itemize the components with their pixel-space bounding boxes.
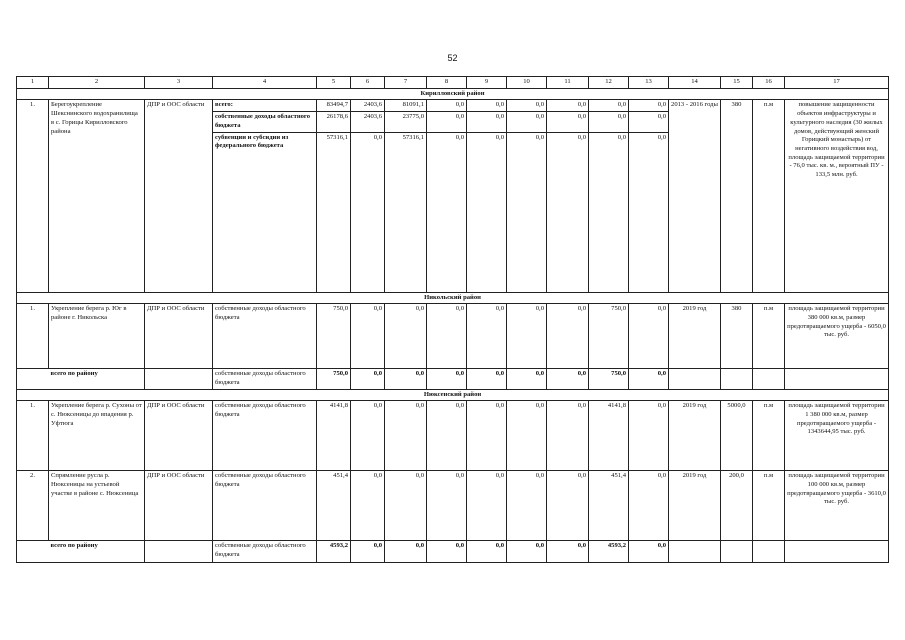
expected-result: площадь защищаемой территории 380 000 кв.м, размер предотвращаемого ущерба - 6050,0 тыс. руб. (785, 304, 889, 369)
section-row (17, 88, 889, 100)
empty-cell (17, 369, 49, 389)
funding-source: субвенции и субсидии из федерального бюджета (213, 132, 317, 292)
col-num-4: 4 (213, 77, 317, 89)
amount-col13: 0,0 (629, 541, 669, 563)
amount-col5: 83494,7 (317, 100, 351, 112)
amount-col5: 451,4 (317, 471, 351, 541)
amount-col7: 0,0 (385, 471, 427, 541)
amount-col12: 0,0 (589, 132, 629, 292)
amount-col7: 81091,1 (385, 100, 427, 112)
unit: п.м (753, 401, 785, 471)
table-row (17, 304, 889, 369)
unit: п.м (753, 304, 785, 369)
amount-col7: 0,0 (385, 541, 427, 563)
amount-col8: 0,0 (427, 401, 467, 471)
section-title: Никольский район (17, 292, 889, 304)
amount-col13: 0,0 (629, 471, 669, 541)
empty-cell (669, 369, 721, 389)
row-number: 1. (17, 304, 49, 369)
object-name: Спрямление русла р. Нюксеницы на устьевой участке в районе с. Нюксеница (49, 471, 145, 541)
section-row (17, 292, 889, 304)
object-name: Укрепление берега р. Сухоны от с. Нюксеницы до впадения р. Уфтюга (49, 401, 145, 471)
period: 2019 год (669, 304, 721, 369)
empty-cell (753, 541, 785, 563)
row-number: 1. (17, 100, 49, 292)
funding-source: собственные доходы областного бюджета (213, 541, 317, 563)
expected-result: площадь защищаемой территории 1 380 000 кв.м, размер предотвращаемого ущерба - 1343644,95 тыс. руб. (785, 401, 889, 471)
amount-col7: 0,0 (385, 304, 427, 369)
amount-col8: 0,0 (427, 112, 467, 132)
unit: п.м (753, 471, 785, 541)
amount-col6: 0,0 (351, 541, 385, 563)
amount-col9: 0,0 (467, 369, 507, 389)
amount-col9: 0,0 (467, 401, 507, 471)
col-num-12: 12 (589, 77, 629, 89)
empty-cell (785, 369, 889, 389)
amount-col11: 0,0 (547, 112, 589, 132)
amount-col11: 0,0 (547, 541, 589, 563)
table-row (17, 401, 889, 471)
amount-col9: 0,0 (467, 112, 507, 132)
amount-col8: 0,0 (427, 100, 467, 112)
col-num-2: 2 (49, 77, 145, 89)
expected-result: площадь защищаемой территории 100 000 кв.м, размер предотвращаемого ущерба - 3610,0 тыс. руб. (785, 471, 889, 541)
empty-cell (145, 369, 213, 389)
length: 200,0 (721, 471, 753, 541)
period: 2019 год (669, 471, 721, 541)
funding-source: собственные доходы областного бюджета (213, 369, 317, 389)
amount-col11: 0,0 (547, 369, 589, 389)
column-number-row (17, 77, 889, 89)
amount-col8: 0,0 (427, 369, 467, 389)
amount-col7: 0,0 (385, 401, 427, 471)
table-row (17, 471, 889, 541)
amount-col10: 0,0 (507, 304, 547, 369)
table-row (17, 100, 889, 112)
amount-col10: 0,0 (507, 132, 547, 292)
col-num-5: 5 (317, 77, 351, 89)
amount-col5: 26178,6 (317, 112, 351, 132)
length: 380 (721, 100, 753, 292)
amount-col12: 4141,8 (589, 401, 629, 471)
amount-col6: 2403,6 (351, 112, 385, 132)
empty-cell (17, 541, 49, 563)
amount-col13: 0,0 (629, 401, 669, 471)
amount-col11: 0,0 (547, 132, 589, 292)
amount-col5: 4593,2 (317, 541, 351, 563)
col-num-9: 9 (467, 77, 507, 89)
executor: ДПР и ООС области (145, 100, 213, 292)
empty-cell (669, 541, 721, 563)
executor: ДПР и ООС области (145, 471, 213, 541)
empty-cell (721, 541, 753, 563)
funding-source: собственные доходы областного бюджета (213, 401, 317, 471)
empty-cell (721, 369, 753, 389)
object-name: Укрепление берега р. Юг в районе г. Никольска (49, 304, 145, 369)
amount-col6: 0,0 (351, 132, 385, 292)
amount-col10: 0,0 (507, 100, 547, 112)
amount-col5: 4141,8 (317, 401, 351, 471)
amount-col13: 0,0 (629, 369, 669, 389)
district-total-row (17, 369, 889, 389)
period: 2019 год (669, 401, 721, 471)
amount-col8: 0,0 (427, 471, 467, 541)
amount-col6: 0,0 (351, 369, 385, 389)
period: 2013 - 2016 годы (669, 100, 721, 292)
unit: п.м (753, 100, 785, 292)
row-number: 2. (17, 471, 49, 541)
amount-col5: 57316,1 (317, 132, 351, 292)
empty-cell (785, 541, 889, 563)
section-row (17, 389, 889, 401)
amount-col12: 0,0 (589, 112, 629, 132)
col-num-7: 7 (385, 77, 427, 89)
col-num-8: 8 (427, 77, 467, 89)
col-num-10: 10 (507, 77, 547, 89)
amount-col8: 0,0 (427, 304, 467, 369)
amount-col11: 0,0 (547, 304, 589, 369)
amount-col6: 0,0 (351, 304, 385, 369)
amount-col12: 4593,2 (589, 541, 629, 563)
amount-col10: 0,0 (507, 471, 547, 541)
col-num-14: 14 (669, 77, 721, 89)
amount-col6: 0,0 (351, 401, 385, 471)
amount-col9: 0,0 (467, 304, 507, 369)
row-number: 1. (17, 401, 49, 471)
col-num-16: 16 (753, 77, 785, 89)
col-num-6: 6 (351, 77, 385, 89)
amount-col13: 0,0 (629, 304, 669, 369)
district-total-label: всего по району (49, 369, 145, 389)
amount-col11: 0,0 (547, 471, 589, 541)
program-table (16, 76, 889, 563)
executor: ДПР и ООС области (145, 401, 213, 471)
amount-col12: 750,0 (589, 304, 629, 369)
page-number: 52 (447, 53, 458, 63)
amount-col9: 0,0 (467, 100, 507, 112)
amount-col9: 0,0 (467, 541, 507, 563)
amount-col6: 2403,6 (351, 100, 385, 112)
amount-col8: 0,0 (427, 541, 467, 563)
section-title: Нюксенский район (17, 389, 889, 401)
executor: ДПР и ООС области (145, 304, 213, 369)
amount-col10: 0,0 (507, 369, 547, 389)
amount-col7: 57316,1 (385, 132, 427, 292)
col-num-3: 3 (145, 77, 213, 89)
funding-source: собственные доходы областного бюджета (213, 471, 317, 541)
amount-col5: 750,0 (317, 369, 351, 389)
object-name: Берегоукрепление Шекснинского водохранилища в с. Горицы Кирилловского района (49, 100, 145, 292)
district-total-label: всего по району (49, 541, 145, 563)
amount-col13: 0,0 (629, 112, 669, 132)
amount-col12: 750,0 (589, 369, 629, 389)
amount-col13: 0,0 (629, 132, 669, 292)
amount-col12: 451,4 (589, 471, 629, 541)
col-num-1: 1 (17, 77, 49, 89)
funding-source: собственные доходы областного бюджета (213, 112, 317, 132)
amount-col6: 0,0 (351, 471, 385, 541)
amount-col7: 0,0 (385, 369, 427, 389)
amount-col10: 0,0 (507, 541, 547, 563)
amount-col9: 0,0 (467, 471, 507, 541)
length: 380 (721, 304, 753, 369)
empty-cell (753, 369, 785, 389)
amount-col8: 0,0 (427, 132, 467, 292)
district-total-row (17, 541, 889, 563)
col-num-13: 13 (629, 77, 669, 89)
amount-col10: 0,0 (507, 112, 547, 132)
amount-col11: 0,0 (547, 100, 589, 112)
funding-source: собственные доходы областного бюджета (213, 304, 317, 369)
col-num-17: 17 (785, 77, 889, 89)
amount-col5: 750,0 (317, 304, 351, 369)
amount-col11: 0,0 (547, 401, 589, 471)
section-title: Кирилловский район (17, 88, 889, 100)
amount-col9: 0,0 (467, 132, 507, 292)
amount-col13: 0,0 (629, 100, 669, 112)
expected-result: повышение защищенности объектов инфраструктуры и культурного наследия (30 жилых домов, действующий женский Горицкий монастырь) от негативного воздействия вод, площадь защищаемой территории - 76,0 тыс. кв. м., вероятный ПУ - 133,5 млн. руб. (785, 100, 889, 292)
amount-col7: 23775,0 (385, 112, 427, 132)
amount-col10: 0,0 (507, 401, 547, 471)
empty-cell (145, 541, 213, 563)
col-num-11: 11 (547, 77, 589, 89)
funding-source: всего: (213, 100, 317, 112)
col-num-15: 15 (721, 77, 753, 89)
length: 5000,0 (721, 401, 753, 471)
amount-col12: 0,0 (589, 100, 629, 112)
